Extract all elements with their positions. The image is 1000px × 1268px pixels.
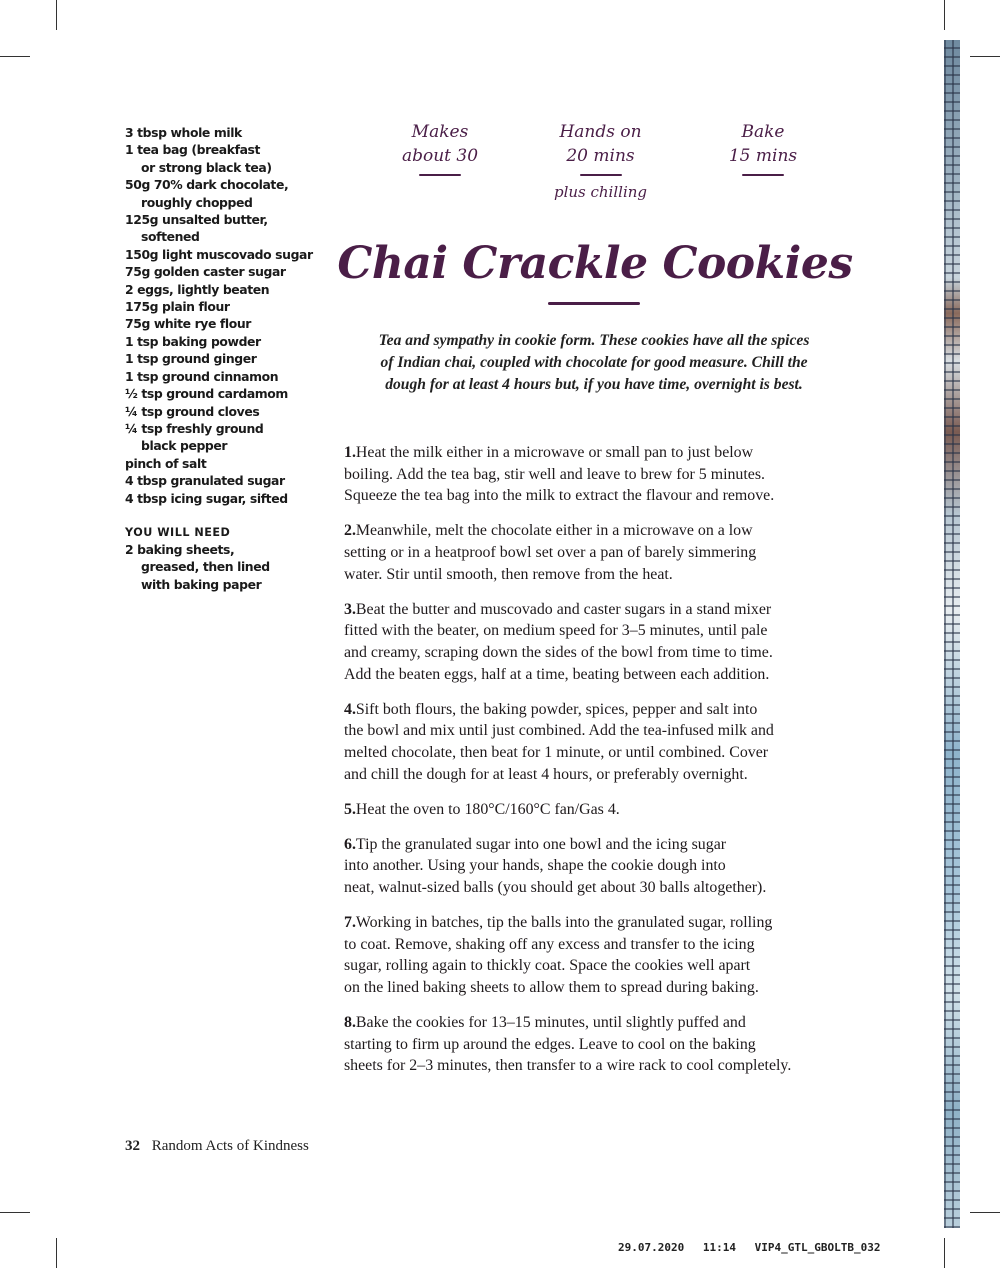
intro-line: of Indian chai, coupled with chocolate for good measure. Chill the [380,354,808,371]
equipment-item: greased, then lined [141,559,270,575]
ingredient-item: 3 tbsp whole milk [125,125,242,140]
ingredient-item: 50g 70% dark chocolate, [125,177,289,193]
step-line: Squeeze the tea bag into the milk to extract the flavour and remove. [344,487,775,505]
step-line: and chill the dough for at least 4 hours, or preferably overnight. [344,765,748,783]
step-number: 2. [344,522,356,540]
step-line [344,799,864,821]
ingredient-item: 1 tea bag (breakfast [125,142,261,158]
crop-mark-right-bottom [970,1212,1000,1213]
recipe-intro [328,330,860,396]
recipe-title: Chai Crackle Cookies [337,238,853,289]
meta-hands-on [533,120,668,204]
ingredient-item: 2 eggs, lightly beaten [125,281,270,297]
intro-line: dough for at least 4 hours but, if you have time, overnight is best. [385,376,803,393]
crop-mark-bottom-right [944,1238,945,1268]
crop-mark-left-bottom [0,1212,30,1213]
step-line: fitted with the beater, on medium speed for 3–5 minutes, until pale [344,622,768,640]
step-text: Tip the granulated sugar into one bowl and the icing sugar [355,835,727,853]
you-will-need-heading: YOU WILL NEED [125,525,231,539]
bake-underline [742,174,784,176]
step-line [344,599,864,621]
step-line: sheets for 2–3 minutes, then transfer to a wire rack to cool completely. [344,1057,792,1075]
hands-on-underline [580,174,622,176]
step-number: 4. [344,700,356,718]
hands-on-label: Hands on [559,122,642,142]
ingredient-item: black pepper [141,438,228,454]
ingredient-item: 1 tsp ground ginger [125,351,257,367]
intro-line: Tea and sympathy in cookie form. These cookies have all the spices [378,332,810,349]
ingredient-item: 150g light muscovado sugar [125,246,313,262]
step-line [344,1012,864,1034]
step-line [344,912,864,934]
photo-edge-strip [944,40,960,1228]
ingredients-list [125,124,325,593]
step-line: into another. Using your hands, shape the cookie dough into [344,857,726,875]
step-text: Working in batches, tip the balls into the granulated sugar, rolling [355,914,773,932]
step-number: 5. [344,800,356,818]
step-text: Bake the cookies for 13–15 minutes, until slightly puffed and [355,1014,746,1032]
crop-mark-top-left [56,0,57,30]
crop-mark-right-top [970,56,1000,57]
equipment-item: with baking paper [141,576,262,592]
method-step [344,799,864,821]
meta-makes [390,120,490,180]
hands-on-extra: plus chilling [553,183,648,201]
step-number: 8. [344,1014,356,1032]
ingredient-item: 75g white rye flour [125,316,251,332]
ingredient-item: roughly chopped [141,194,253,210]
ingredient-item: 75g golden caster sugar [125,264,286,280]
step-line: and creamy, scraping down the sides of the bowl from time to time. [344,643,773,661]
step-text: Sift both flours, the baking powder, spices, pepper and salt into [355,700,758,718]
step-line [344,699,864,721]
step-line: sugar, rolling again to thickly coat. Space the cookies well apart [344,957,751,975]
step-number: 6. [344,835,356,853]
hands-on-value: 20 mins [566,146,635,166]
method-step [344,1012,864,1077]
makes-label: Makes [411,122,469,142]
step-line [344,520,864,542]
slug-date: 29.07.2020 [618,1241,685,1254]
step-line [344,442,864,464]
crop-mark-bottom-left [56,1238,57,1268]
ingredient-item: 1 tsp ground cinnamon [125,368,279,384]
step-line: on the lined baking sheets to allow them to spread during baking. [344,979,759,997]
method-step [344,699,864,785]
ingredient-item: 4 tbsp icing sugar, sifted [125,490,288,506]
step-line: Add the beaten eggs, half at a time, beating between each addition. [344,665,770,683]
crop-mark-top-right [944,0,945,30]
method-step [344,599,864,685]
method-steps [344,442,864,1091]
step-text: Heat the milk either in a microwave or small pan to just below [355,444,754,461]
step-number: 3. [344,600,356,618]
step-line: melted chocolate, then beat for 1 minute, or until combined. Cover [344,743,769,761]
print-slug [618,1241,892,1254]
method-step [344,912,864,998]
makes-value: about 30 [401,146,479,166]
step-number: 7. [344,914,356,932]
page-number: 32 [125,1138,140,1154]
ingredient-items [125,124,325,507]
equipment-items [125,541,325,593]
ingredient-item: 125g unsalted butter, [125,212,268,228]
ingredient-item: ¼ tsp ground cloves [125,403,260,419]
bake-value: 15 mins [728,146,798,166]
ingredient-item: 4 tbsp granulated sugar [125,473,285,489]
method-step [344,520,864,585]
ingredient-item: ½ tsp ground cardamom [125,386,288,402]
step-line: starting to firm up around the edges. Leave to cool on the baking [344,1035,756,1053]
step-line: boiling. Add the tea bag, stir well and leave to brew for 5 minutes. [344,465,766,483]
book-title: Random Acts of Kindness [151,1138,309,1154]
ingredient-item: pinch of salt [125,455,207,471]
step-text: Heat the oven to 180°C/160°C fan/Gas 4. [355,800,620,818]
step-line: water. Stir until smooth, then remove from the heat. [344,565,673,583]
method-step [344,834,864,899]
slug-time: 11:14 [702,1241,736,1254]
step-line [344,834,864,856]
ingredient-item: ¼ tsp freshly ground [125,420,264,436]
ingredient-item: softened [141,229,200,245]
step-text: Meanwhile, melt the chocolate either in a microwave on a low [355,522,753,540]
crop-mark-left-top [0,56,30,57]
step-number: 1. [344,444,356,461]
step-line: setting or in a heatproof bowl set over a pan of barely simmering [344,543,757,561]
ingredient-item: 175g plain flour [125,299,230,315]
bake-label: Bake [741,122,785,142]
step-line: neat, walnut-sized balls (you should get about 30 balls altogether). [344,879,767,897]
title-underline [548,302,640,305]
method-step [344,442,864,507]
step-text: Beat the butter and muscovado and caster sugars in a stand mixer [355,600,772,618]
page-footer [125,1138,309,1155]
ingredient-item: 1 tsp baking powder [125,333,261,349]
meta-bake [718,120,808,180]
slug-code: VIP4_GTL_GBOLTB_032 [754,1241,881,1254]
step-line: to coat. Remove, shaking off any excess and transfer to the icing [344,935,755,953]
ingredient-item: or strong black tea) [141,159,272,175]
equipment-item: 2 baking sheets, [125,541,235,557]
step-line: the bowl and mix until just combined. Add the tea-infused milk and [344,722,774,740]
makes-underline [419,174,461,176]
